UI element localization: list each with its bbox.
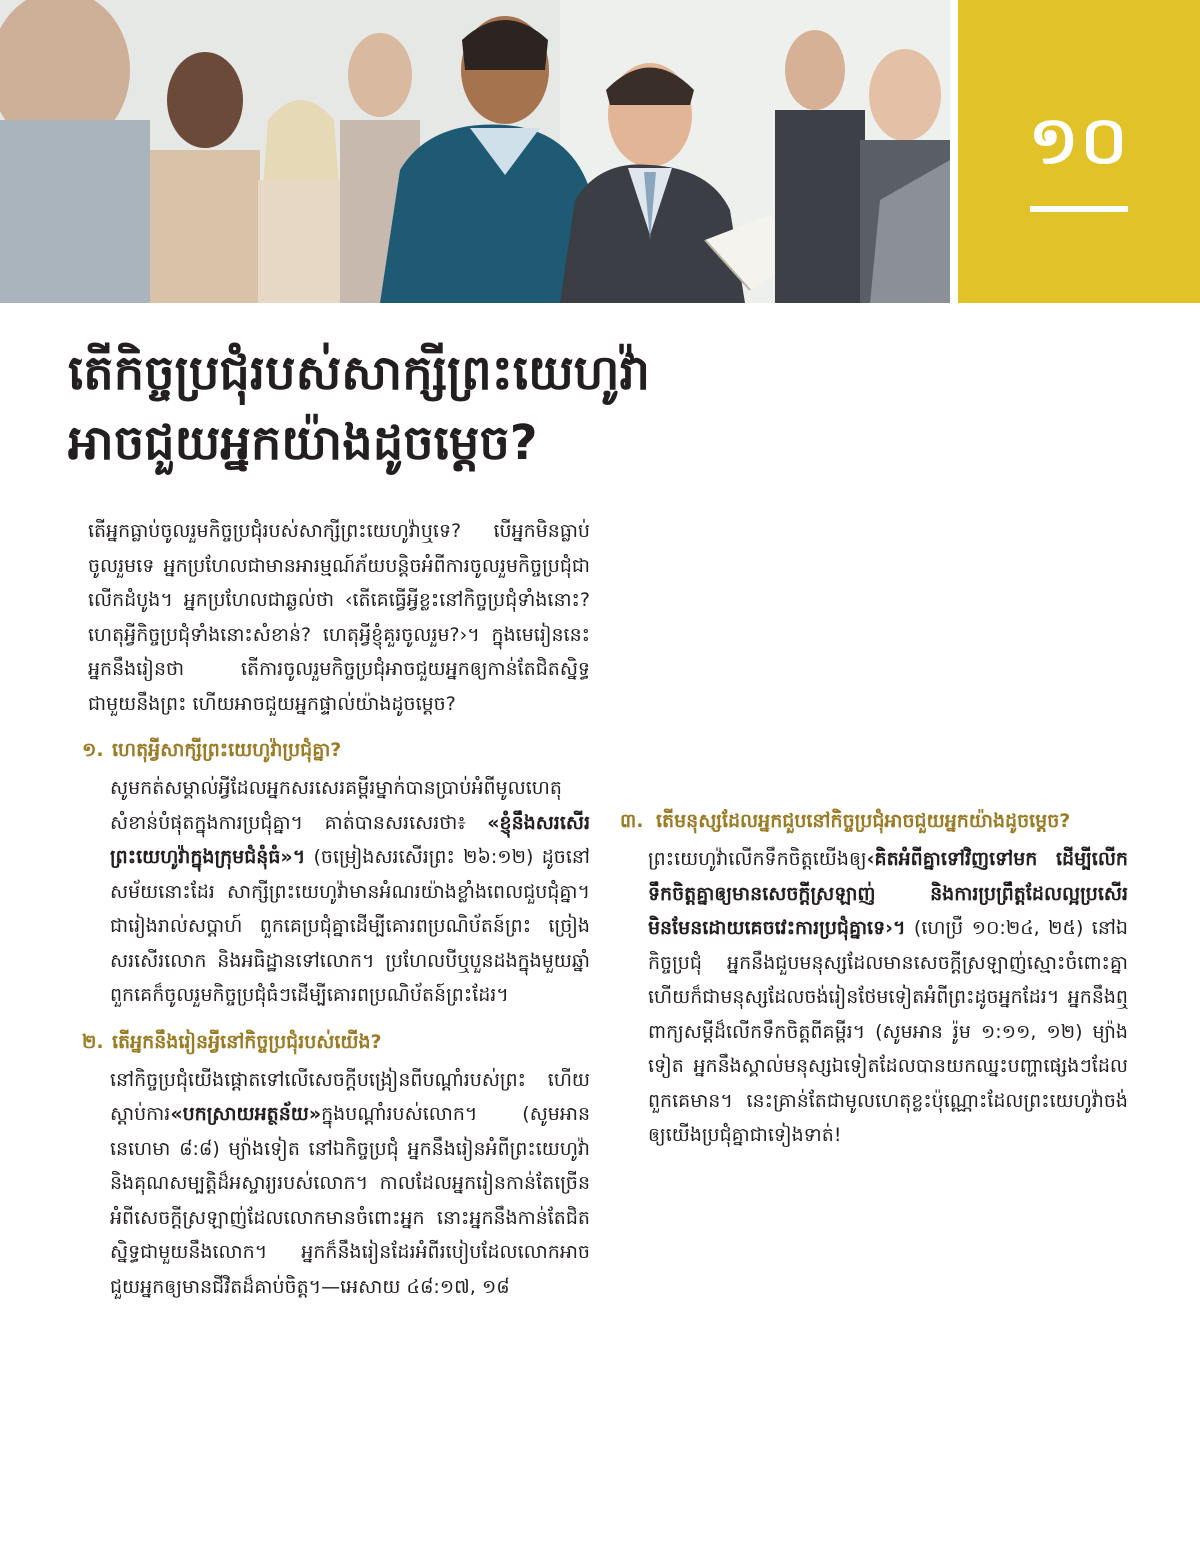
section-3-number: ៣. [620, 810, 644, 832]
section-2-heading [82, 1025, 590, 1059]
congregation-photo [0, 0, 950, 303]
right-column [620, 514, 1128, 1153]
section-3-heading [620, 804, 1128, 838]
section-1-title: ហេតុអ្វីសាក្សីព្រះយេហូវ៉ាប្រជុំគ្នា? [112, 739, 342, 761]
section-3-text-end: (ហេប្រឺ ១០:២៤, ២៥) នៅឯកិច្ចប្រជុំ អ្នកនឹងជួបមនុស្សដែលមានសេចក្ដីស្រឡាញ់ស្មោះចំពោះគ្នា ហើយក៏ជាមនុស្សដែលចង់រៀនថែមទៀតអំពីព្រះដូចអ្នកដែរ។ អ្នកនឹងឮពាក្យសម្ដីដ៏លើកទឹកចិត្តពីគម្ពីរ។ (សូមអាន រ៉ូម ១:១១, ១២) ម្យ៉ាងទៀត អ្នកនឹងស្គាល់មនុស្សឯទៀតដែលបានយកឈ្នះបញ្ហាផ្សេងៗដែលពួកគេមាន។ នេះគ្រាន់តែជាមូលហេតុខ្លះប៉ុណ្ណោះដែលព្រះយេហូវ៉ាចង់ឲ្យយើងប្រជុំគ្នាជាទៀងទាត់! [648, 917, 1128, 1146]
section-2-quote: «បកស្រាយអត្ថន័យ» [170, 1103, 322, 1125]
section-1-heading [82, 733, 590, 767]
lesson-number-badge [958, 0, 1200, 303]
page-title-line-1: តើកិច្ចប្រជុំរបស់សាក្សីព្រះយេហូវ៉ា [68, 345, 650, 401]
header-photo [0, 0, 950, 303]
section-1-quote: «ខ្ញុំនឹងសរសើរព្រះយេហូវ៉ាក្នុងក្រុមជំនុំធំ»។ [110, 811, 590, 868]
section-3-text-start: ព្រះយេហូវ៉ាលើកទឹកចិត្តយើងឲ្យ [648, 848, 867, 870]
lesson-number: ១០ [1028, 102, 1130, 179]
intro-paragraph: តើអ្នកធ្លាប់ចូលរួមកិច្ចប្រជុំរបស់សាក្សីព្រះយេហូវ៉ាឬទេ? បើអ្នកមិនធ្លាប់ចូលរួមទេ អ្នកប្រហែលជាមានអារម្មណ៍ភ័យបន្តិចអំពីការចូលរួមកិច្ចប្រជុំជាលើកដំបូង។ អ្នកប្រហែលជាឆ្ងល់ថា ‹តើគេធ្វើអ្វីខ្លះនៅកិច្ចប្រជុំទាំងនោះ? ហេតុអ្វីកិច្ចប្រជុំទាំងនោះសំខាន់? ហេតុអ្វីខ្ញុំគួរចូលរួម?›។ ក្នុងមេរៀននេះ អ្នកនឹងរៀនថា តើការចូលរួមកិច្ចប្រជុំអាចជួយអ្នកឲ្យកាន់តែជិតស្និទ្ធជាមួយនឹងព្រះ ហើយអាចជួយអ្នកផ្ទាល់យ៉ាងដូចម្ដេច? [88, 520, 590, 715]
section-1-text-start: សូមកត់សម្គាល់អ្វីដែលអ្នកសរសេរគម្ពីរម្នាក់បានប្រាប់អំពីមូលហេតុសំខាន់បំផុតក្នុងការប្រជុំគ្នា។ គាត់បានសរសេរថា៖ [110, 777, 562, 834]
section-2-text-start: នៅកិច្ចប្រជុំយើងផ្ដោតទៅលើសេចក្ដីបង្រៀនពីបណ្ដាំរបស់ព្រះ ហើយស្ដាប់ការ [110, 1068, 590, 1125]
section-2-title: តើអ្នកនឹងរៀនអ្វីនៅកិច្ចប្រជុំរបស់យើង? [112, 1030, 382, 1053]
section-3-title: តើមនុស្សដែលអ្នកជួបនៅកិច្ចប្រជុំអាចជួយអ្នកយ៉ាងដូចម្ដេច? [656, 810, 1071, 832]
section-1-text-end: (ចម្រៀងសរសើរព្រះ ២៦:១២) ដូចនៅសម័យនោះដែរ សាក្សីព្រះយេហូវ៉ាមានអំណរយ៉ាងខ្លាំងពេលជួបជុំគ្នា។ ជារៀងរាល់សប្ដាហ៍ ពួកគេប្រជុំគ្នាដើម្បីគោរពប្រណិប័តន៍ព្រះ ច្រៀងសរសើរលោក និងអធិដ្ឋានទៅលោក។ ប្រហែលបីឬបួនដងក្នុងមួយឆ្នាំ ពួកគេក៏ចូលរួមកិច្ចប្រជុំធំៗដើម្បីគោរពប្រណិប័តន៍ព្រះដែរ។ [110, 846, 590, 1006]
section-2-text-end: ក្នុងបណ្ដាំរបស់លោក។ (សូមអាន នេហេមា ៨:៨) ម្យ៉ាងទៀត នៅឯកិច្ចប្រជុំ អ្នកនឹងរៀនអំពីព្រះយេហូវ៉ានិងគុណសម្បត្តិដ៏អស្ចារ្យរបស់លោក។ កាលដែលអ្នករៀនកាន់តែច្រើនអំពីសេចក្ដីស្រឡាញ់ដែលលោកមានចំពោះអ្នក នោះអ្នកនឹងកាន់តែជិតស្និទ្ធជាមួយនឹងលោក។ អ្នកក៏នឹងរៀនដែរអំពីរបៀបដែលលោកអាចជួយអ្នកឲ្យមានជីវិតដ៏គាប់ចិត្ត។—អេសាយ ៤៨:១៧, ១៨ [110, 1103, 590, 1298]
section-2-body [82, 1063, 590, 1305]
lesson-number-underline [1030, 206, 1128, 212]
section-1-body [82, 771, 590, 1013]
section-1-number: ១. [82, 739, 104, 761]
section-3-quote: ‹គិតអំពីគ្នាទៅវិញទៅមក ដើម្បីលើកទឹកចិត្តគ្នាឲ្យមានសេចក្ដីស្រឡាញ់ និងការប្រព្រឹត្តដែលល្អប្រសើរ មិនមែនដោយគេចវេះការប្រជុំគ្នាទេ›។ [648, 848, 1128, 939]
section-2-number: ២. [82, 1030, 104, 1053]
page-title [68, 338, 968, 478]
left-column [82, 514, 590, 1304]
section-3-body [620, 842, 1128, 1153]
page-title-line-2: អាចជួយអ្នកយ៉ាងដូចម្ដេច? [68, 415, 538, 471]
